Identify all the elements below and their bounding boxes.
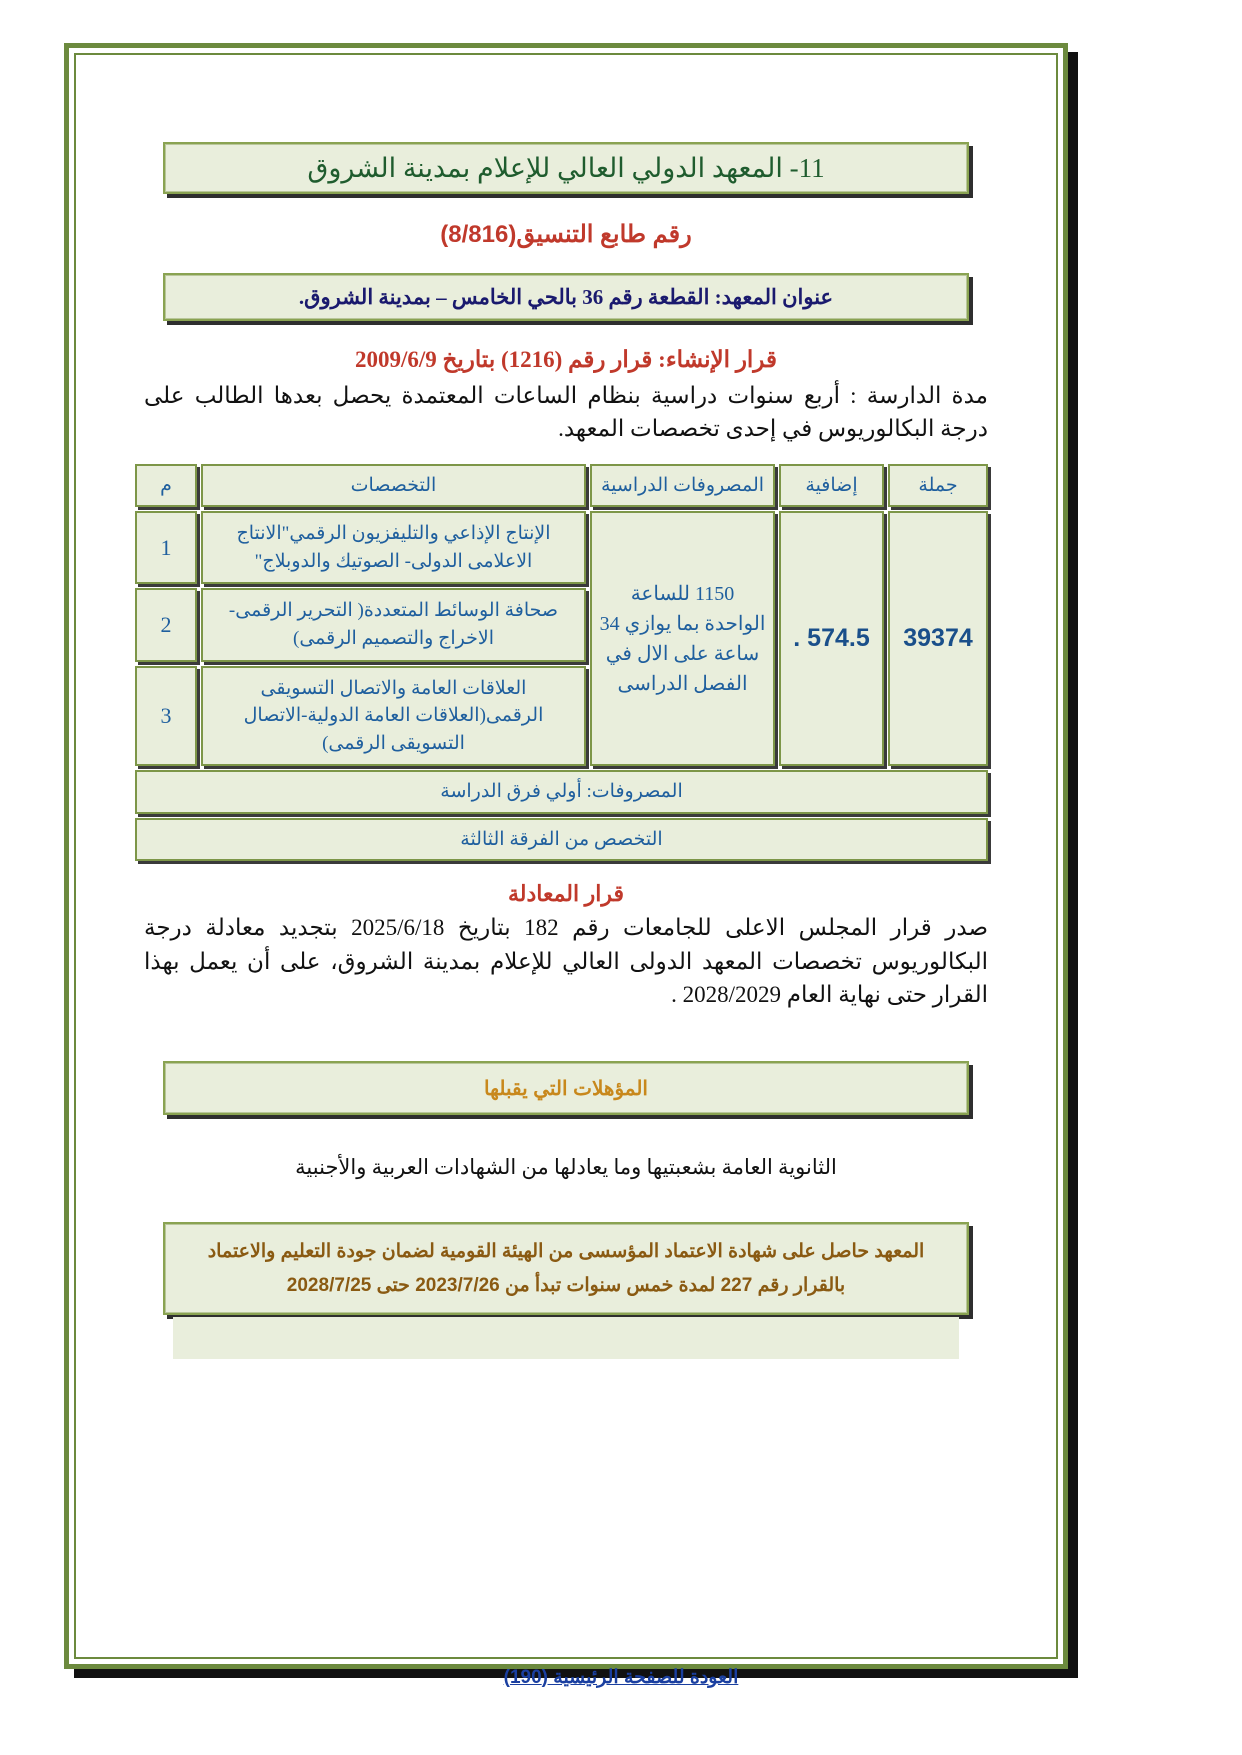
accreditation-line-2: بالقرار رقم 227 لمدة خمس سنوات تبدأ من 2023/7/26 حتى 2028/7/25 [286, 1274, 846, 1296]
institute-address-bar [163, 273, 969, 321]
qualifications-heading: المؤهلات التي يقبلها [484, 1077, 648, 1100]
equivalence-title: قرار المعادلة [507, 881, 625, 907]
row-index-3: 3 [135, 666, 197, 767]
specialization-3: العلاقات العامة والاتصال التسويقى الرقمى(العلاقات العامة الدولية-الاتصال التسويقى الرقمى) [201, 666, 586, 767]
accreditation-line-1: المعهد حاصل على شهادة الاعتماد المؤسسى من الهيئة القومية لضمان جودة التعليم والاعتماد [207, 1241, 925, 1263]
row-index-1: 1 [135, 511, 197, 584]
specialization-note: التخصص من الفرقة الثالثة [135, 818, 988, 862]
qualifications-bar [163, 1061, 969, 1115]
qualifications-text: الثانوية العامة بشعبتيها وما يعادلها من الشهادات العربية والأجنبية [295, 1155, 837, 1180]
header-total: جملة [888, 464, 988, 508]
page-content [85, 60, 1047, 1660]
specialization-note-row [135, 818, 988, 862]
tuition-value: 1150 للساعة الواحدة بما يوازي 34 ساعة على الال في الفصل الدراسى [590, 511, 775, 766]
fees-note-row [135, 770, 988, 814]
fees-note: المصروفات: أولي فرق الدراسة [135, 770, 988, 814]
total-value: 39374 [888, 511, 988, 766]
header-index: م [135, 464, 197, 508]
accreditation-tail-block [173, 1317, 959, 1359]
header-specializations: التخصصات [201, 464, 586, 508]
table-row [135, 511, 988, 584]
institute-title-bar [163, 142, 969, 194]
specializations-table [131, 460, 992, 866]
back-to-home-link[interactable]: العودة للصفحة الرئيسية (190) [503, 1667, 739, 1688]
study-duration-paragraph: مدة الدارسة : أربع سنوات دراسية بنظام الساعات المعتمدة يحصل بعدها الطالب على درجة البكالوريوس في إحدى تخصصات المعهد. [144, 383, 988, 442]
header-tuition: المصروفات الدراسية [590, 464, 775, 508]
header-extra: إضافية [779, 464, 884, 508]
institute-address: عنوان المعهد: القطعة رقم 36 بالحي الخامس – بمدينة الشروق. [298, 284, 834, 309]
row-index-2: 2 [135, 588, 197, 661]
equivalence-paragraph: صدر قرار المجلس الاعلى للجامعات رقم 182 بتاريخ 2025/6/18 بتجديد معادلة درجة البكالوريوس تخصصات المعهد الدولى العالي للإعلام بمدينة الشروق، على أن يعمل بهذا القرار حتى نهاية العام 2028/2029 . [144, 915, 988, 1008]
specialization-1: الإنتاج الإذاعي والتليفزيون الرقمي"الانتاج الاعلامى الدولى- الصوتيك والدوبلاج" [201, 511, 586, 584]
coordination-code: رقم طابع التنسيق(8/816) [440, 221, 692, 248]
table-header-row [135, 464, 988, 508]
page-title: 11- المعهد الدولي العالي للإعلام بمدينة الشروق [307, 152, 825, 183]
accreditation-bar [163, 1222, 969, 1315]
establishment-decree: قرار الإنشاء: قرار رقم (1216) بتاريخ 2009/6/9 [355, 347, 777, 372]
extra-value: 574.5 . [779, 511, 884, 766]
specialization-2: صحافة الوسائط المتعددة( التحرير الرقمى- الاخراج والتصميم الرقمى) [201, 588, 586, 661]
